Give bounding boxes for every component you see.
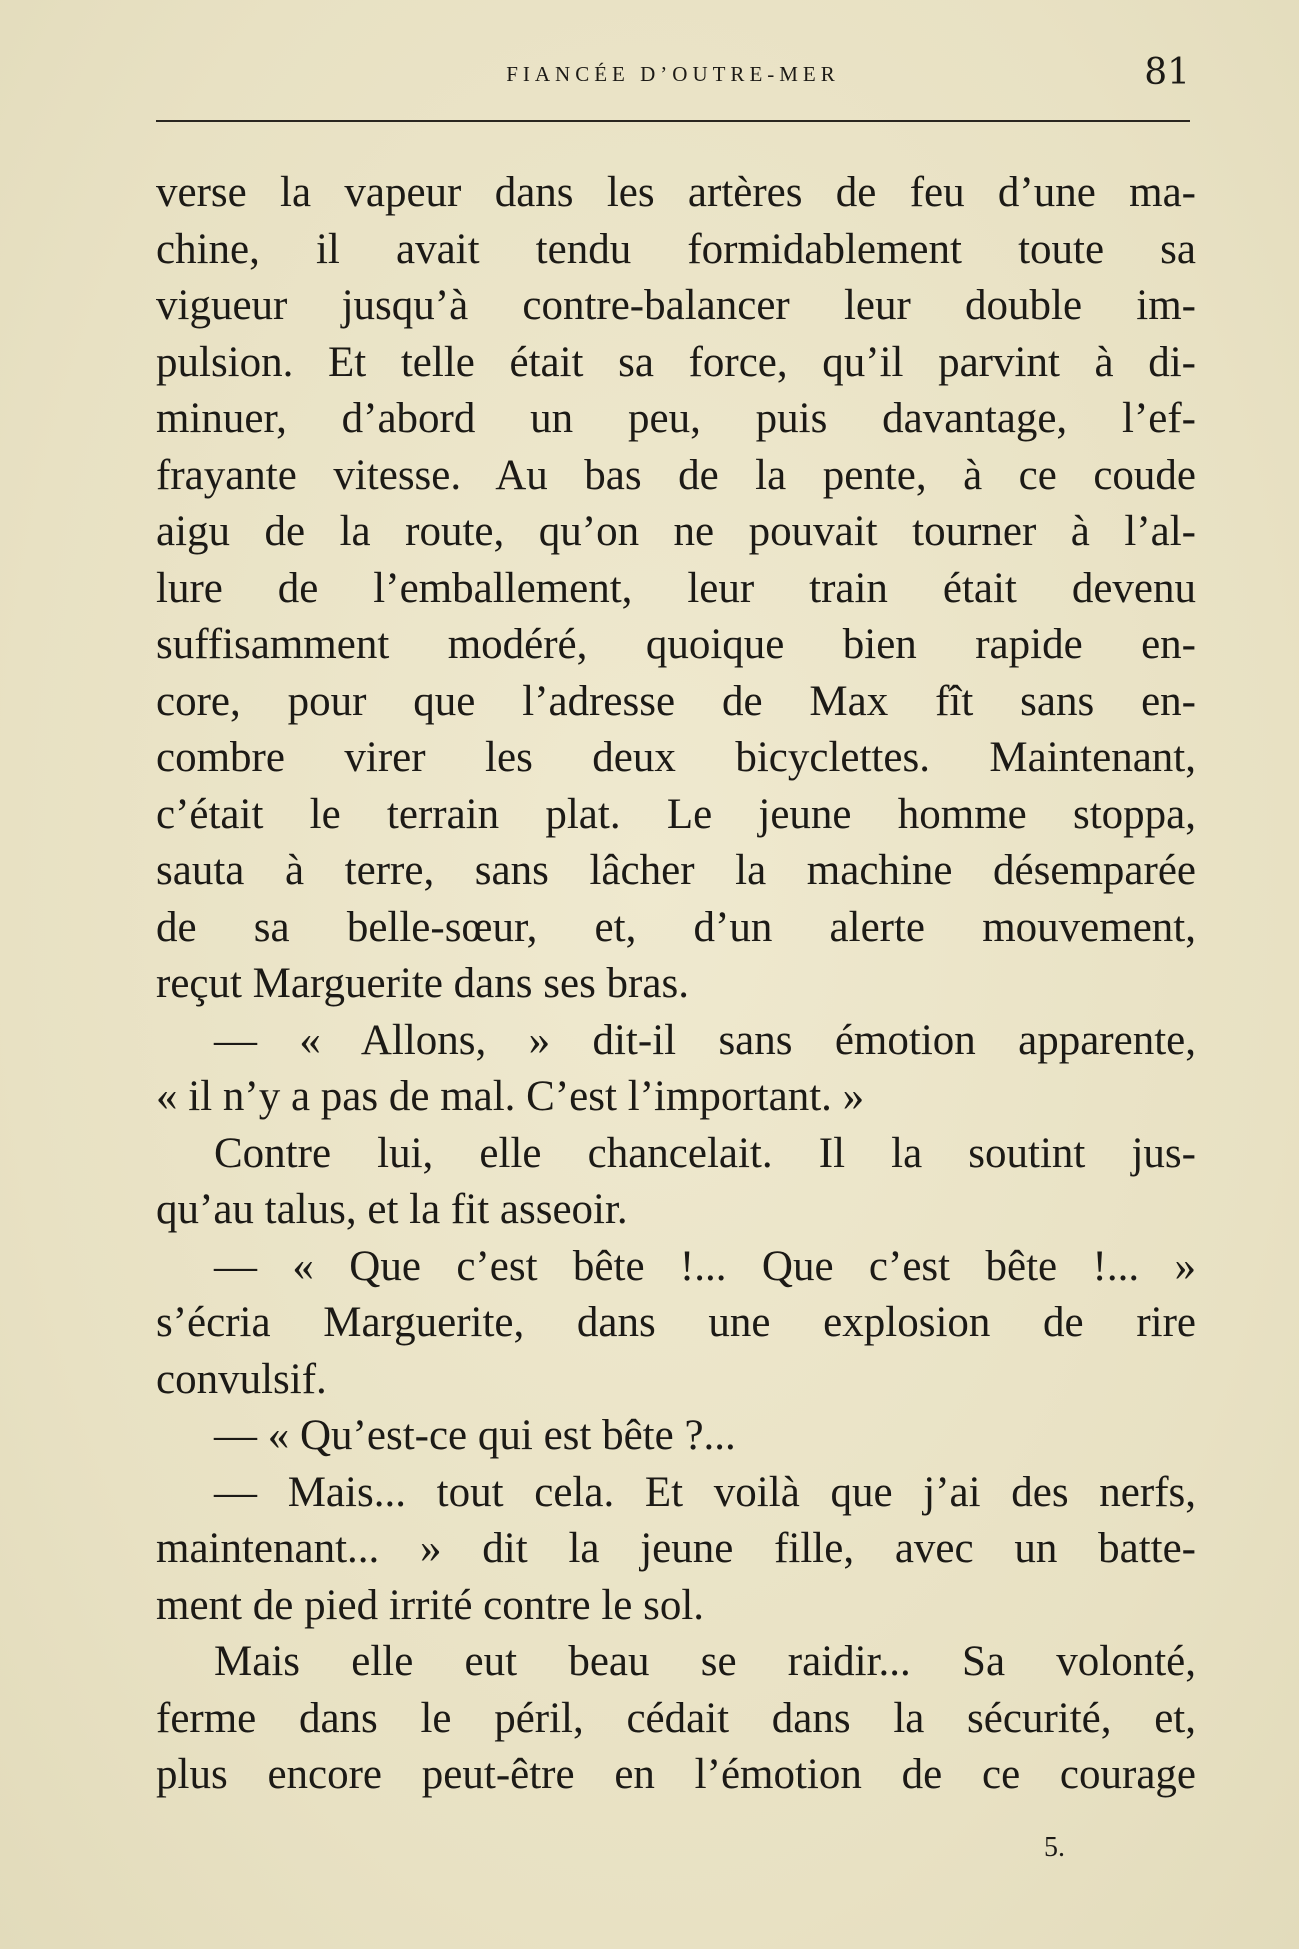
text-line: core, pour que l’adresse de Max fît sans en- <box>156 677 1196 725</box>
running-title: FIANCÉE D’OUTRE-MER <box>506 62 840 86</box>
text-line: vigueur jusqu’à contre-balancer leur double im- <box>156 282 1196 329</box>
text-line: pulsion. Et telle était sa force, qu’il parvint à di- <box>156 338 1196 386</box>
text-line: — « Allons, » dit-il sans émotion apparente, <box>214 1016 1196 1064</box>
signature-mark: 5. <box>1044 1832 1065 1863</box>
text-line: Mais elle eut beau se raidir... Sa volonté, <box>214 1638 1196 1685</box>
text-line: ferme dans le péril, cédait dans la sécurité, et, <box>156 1694 1196 1742</box>
text-line: qu’au talus, et la fit asseoir. <box>156 1186 628 1233</box>
text-line: combre virer les deux bicyclettes. Maintenant, <box>156 734 1196 781</box>
text-line: lure de l’emballement, leur train était devenu <box>156 564 1196 612</box>
body-text <box>156 165 1196 1804</box>
text-line: verse la vapeur dans les artères de feu d’une ma- <box>156 169 1196 216</box>
text-line: plus encore peut-être en l’émotion de ce courage <box>156 1751 1196 1798</box>
text-line: s’écria Marguerite, dans une explosion de rire <box>156 1299 1196 1346</box>
text-line: frayante vitesse. Au bas de la pente, à ce coude <box>156 451 1196 499</box>
text-line: — « Que c’est bête !... Que c’est bête !... » <box>214 1242 1196 1290</box>
text-line: — Mais... tout cela. Et voilà que j’ai des nerfs, <box>214 1468 1196 1516</box>
text-line: suffisamment modéré, quoique bien rapide en- <box>156 621 1196 668</box>
text-line: — « Qu’est-ce qui est bête ?... <box>214 1412 736 1459</box>
text-line: reçut Marguerite dans ses bras. <box>156 960 689 1007</box>
text-line: c’était le terrain plat. Le jeune homme stoppa, <box>156 790 1196 838</box>
text-line: maintenant... » dit la jeune fille, avec un batte- <box>156 1525 1196 1572</box>
header-rule <box>156 120 1190 122</box>
text-line: convulsif. <box>156 1355 327 1403</box>
text-line: de sa belle-sœur, et, d’un alerte mouvement, <box>156 903 1196 951</box>
text-line: chine, il avait tendu formidablement toute sa <box>156 225 1196 273</box>
text-line: « il n’y a pas de mal. C’est l’important. » <box>156 1073 865 1120</box>
text-line: minuer, d’abord un peu, puis davantage, l’ef- <box>156 395 1196 442</box>
text-line: ment de pied irrité contre le sol. <box>156 1581 705 1629</box>
page-number: 81 <box>1144 52 1190 93</box>
text-line: Contre lui, elle chancelait. Il la soutint jus- <box>214 1129 1196 1177</box>
text-line: sauta à terre, sans lâcher la machine désemparée <box>156 847 1196 894</box>
text-line: aigu de la route, qu’on ne pouvait tourner à l’al- <box>156 508 1196 555</box>
running-head <box>156 52 1190 92</box>
